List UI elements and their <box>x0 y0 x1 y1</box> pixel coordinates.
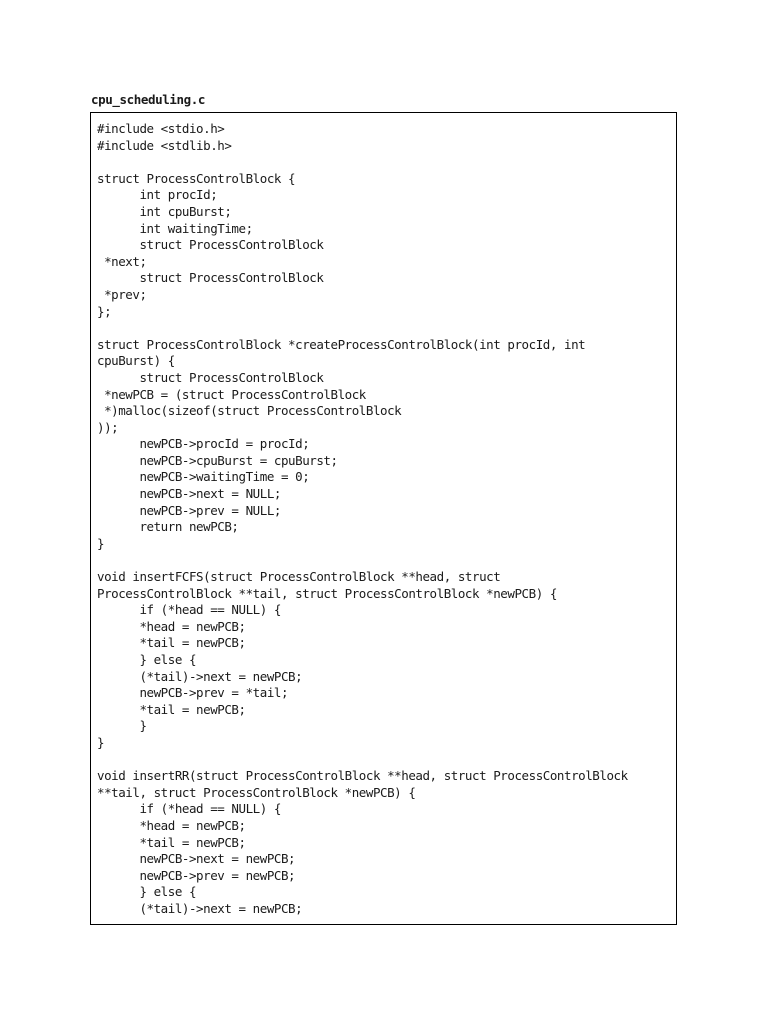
code-line: void insertRR(struct ProcessControlBlock **head, struct ProcessControlBlock <box>97 768 628 784</box>
code-line: **tail, struct ProcessControlBlock *newPCB) { <box>97 784 416 800</box>
code-line: (*tail)->next = newPCB; <box>97 900 303 916</box>
code-line: newPCB->prev = newPCB; <box>97 867 296 883</box>
file-title: cpu_scheduling.c <box>91 92 206 107</box>
code-line: struct ProcessControlBlock <box>97 270 324 286</box>
code-line: return newPCB; <box>97 519 239 535</box>
code-line: }; <box>97 303 112 319</box>
code-line: cpuBurst) { <box>97 353 175 369</box>
code-line: newPCB->waitingTime = 0; <box>97 469 310 485</box>
code-line: newPCB->prev = *tail; <box>97 685 289 701</box>
code-line <box>97 552 628 569</box>
code-line: if (*head == NULL) { <box>97 801 281 817</box>
code-line: } else { <box>97 652 197 667</box>
code-line: } <box>97 718 147 734</box>
code-line: *next; <box>97 253 147 269</box>
code-line: ProcessControlBlock **tail, struct ProcessControlBlock *newPCB) { <box>97 585 557 601</box>
code-line: *prev; <box>97 286 147 302</box>
code-line: struct ProcessControlBlock { <box>97 170 296 186</box>
code-line: } else { <box>97 884 197 900</box>
code-line: int procId; <box>97 187 218 203</box>
code-line: #include <stdlib.h> <box>97 137 232 153</box>
code-line: newPCB->next = newPCB; <box>97 851 296 867</box>
code-line: *tail = newPCB; <box>97 635 246 651</box>
code-line: )); <box>97 419 119 435</box>
code-lines <box>97 121 628 918</box>
code-line: *tail = newPCB; <box>97 834 246 850</box>
code-line: newPCB->prev = NULL; <box>97 502 281 518</box>
code-line: *head = newPCB; <box>97 817 246 833</box>
code-line <box>97 320 628 337</box>
code-line: int waitingTime; <box>97 220 253 236</box>
code-line: *tail = newPCB; <box>97 701 246 717</box>
code-line: struct ProcessControlBlock <box>97 369 324 385</box>
code-line: *)malloc(sizeof(struct ProcessControlBlock <box>97 403 402 419</box>
code-line: (*tail)->next = newPCB; <box>97 668 303 684</box>
code-line: newPCB->cpuBurst = cpuBurst; <box>97 452 338 468</box>
code-line: } <box>97 535 105 551</box>
code-line <box>97 752 628 769</box>
code-line <box>97 154 628 171</box>
code-line: *head = newPCB; <box>97 618 246 634</box>
code-line: void insertFCFS(struct ProcessControlBlock **head, struct <box>97 569 501 585</box>
code-line: if (*head == NULL) { <box>97 602 281 618</box>
code-line: #include <stdio.h> <box>97 121 225 136</box>
code-line: *newPCB = (struct ProcessControlBlock <box>97 386 366 402</box>
code-line: struct ProcessControlBlock *createProcessControlBlock(int procId, int <box>97 336 586 352</box>
code-line: } <box>97 734 105 750</box>
code-line: int cpuBurst; <box>97 203 232 219</box>
code-block <box>90 112 677 925</box>
code-line: struct ProcessControlBlock <box>97 237 324 253</box>
code-line: newPCB->next = NULL; <box>97 486 281 502</box>
code-line: newPCB->procId = procId; <box>97 436 310 452</box>
